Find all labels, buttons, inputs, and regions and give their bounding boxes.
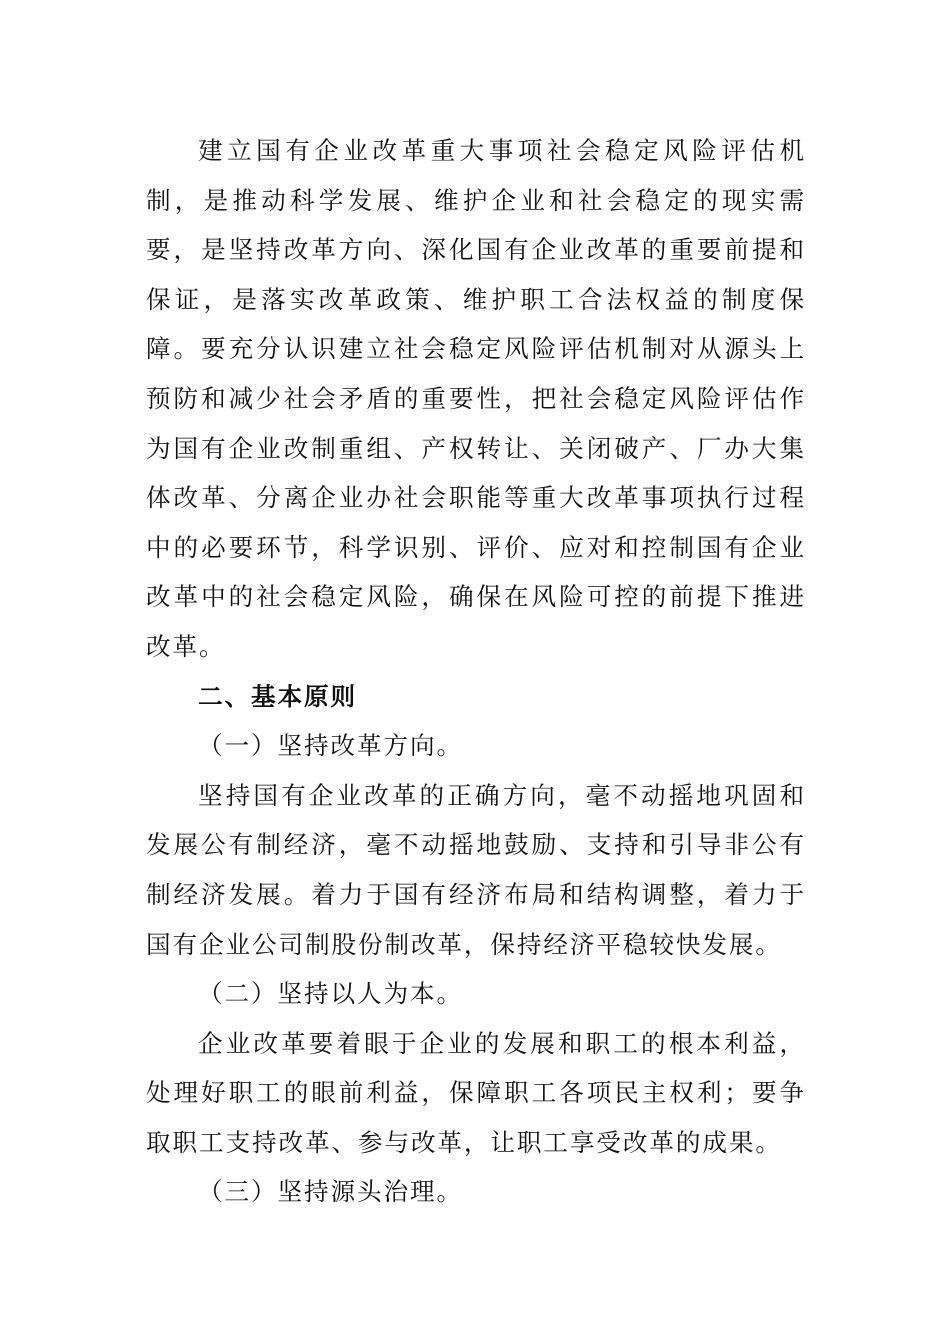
subheading-reform-direction: （一）坚持改革方向。 bbox=[198, 731, 463, 761]
paragraph-reform-direction: 坚持国有企业改革的正确方向，毫不动摇地巩固和发展公有制经济，毫不动摇地鼓励、支持和引导非公有制经济发展。着力于国有经济布局和结构调整，着力于国有企业公司制股份制改革，保持经济平稳较快发展。 bbox=[146, 780, 806, 959]
subheading-source-governance: （三）坚持源头治理。 bbox=[198, 1177, 463, 1207]
document-body bbox=[146, 126, 806, 1217]
paragraph-risk-assessment-mechanism: 建立国有企业改革重大事项社会稳定风险评估机制，是推动科学发展、维护企业和社会稳定的现实需要，是坚持改革方向、深化国有企业改革的重要前提和保证，是落实改革政策、维护职工合法权益的制度保障。要充分认识建立社会稳定风险评估机制对从源头上预防和减少社会矛盾的重要性，把社会稳定风险评估作为国有企业改制重组、产权转让、关闭破产、厂办大集体改革、分离企业办社会职能等重大改革事项执行过程中的必要环节，科学识别、评价、应对和控制国有企业改革中的社会稳定风险，确保在风险可控的前提下推进改革。 bbox=[146, 136, 806, 661]
section-heading-basic-principles: 二、基本原则 bbox=[198, 681, 357, 711]
subheading-people-oriented: （二）坚持以人为本。 bbox=[198, 979, 463, 1009]
paragraph-people-oriented: 企业改革要着眼于企业的发展和职工的根本利益，处理好职工的眼前利益，保障职工各项民主权利；要争取职工支持改革、参与改革，让职工享受改革的成果。 bbox=[146, 1028, 806, 1157]
